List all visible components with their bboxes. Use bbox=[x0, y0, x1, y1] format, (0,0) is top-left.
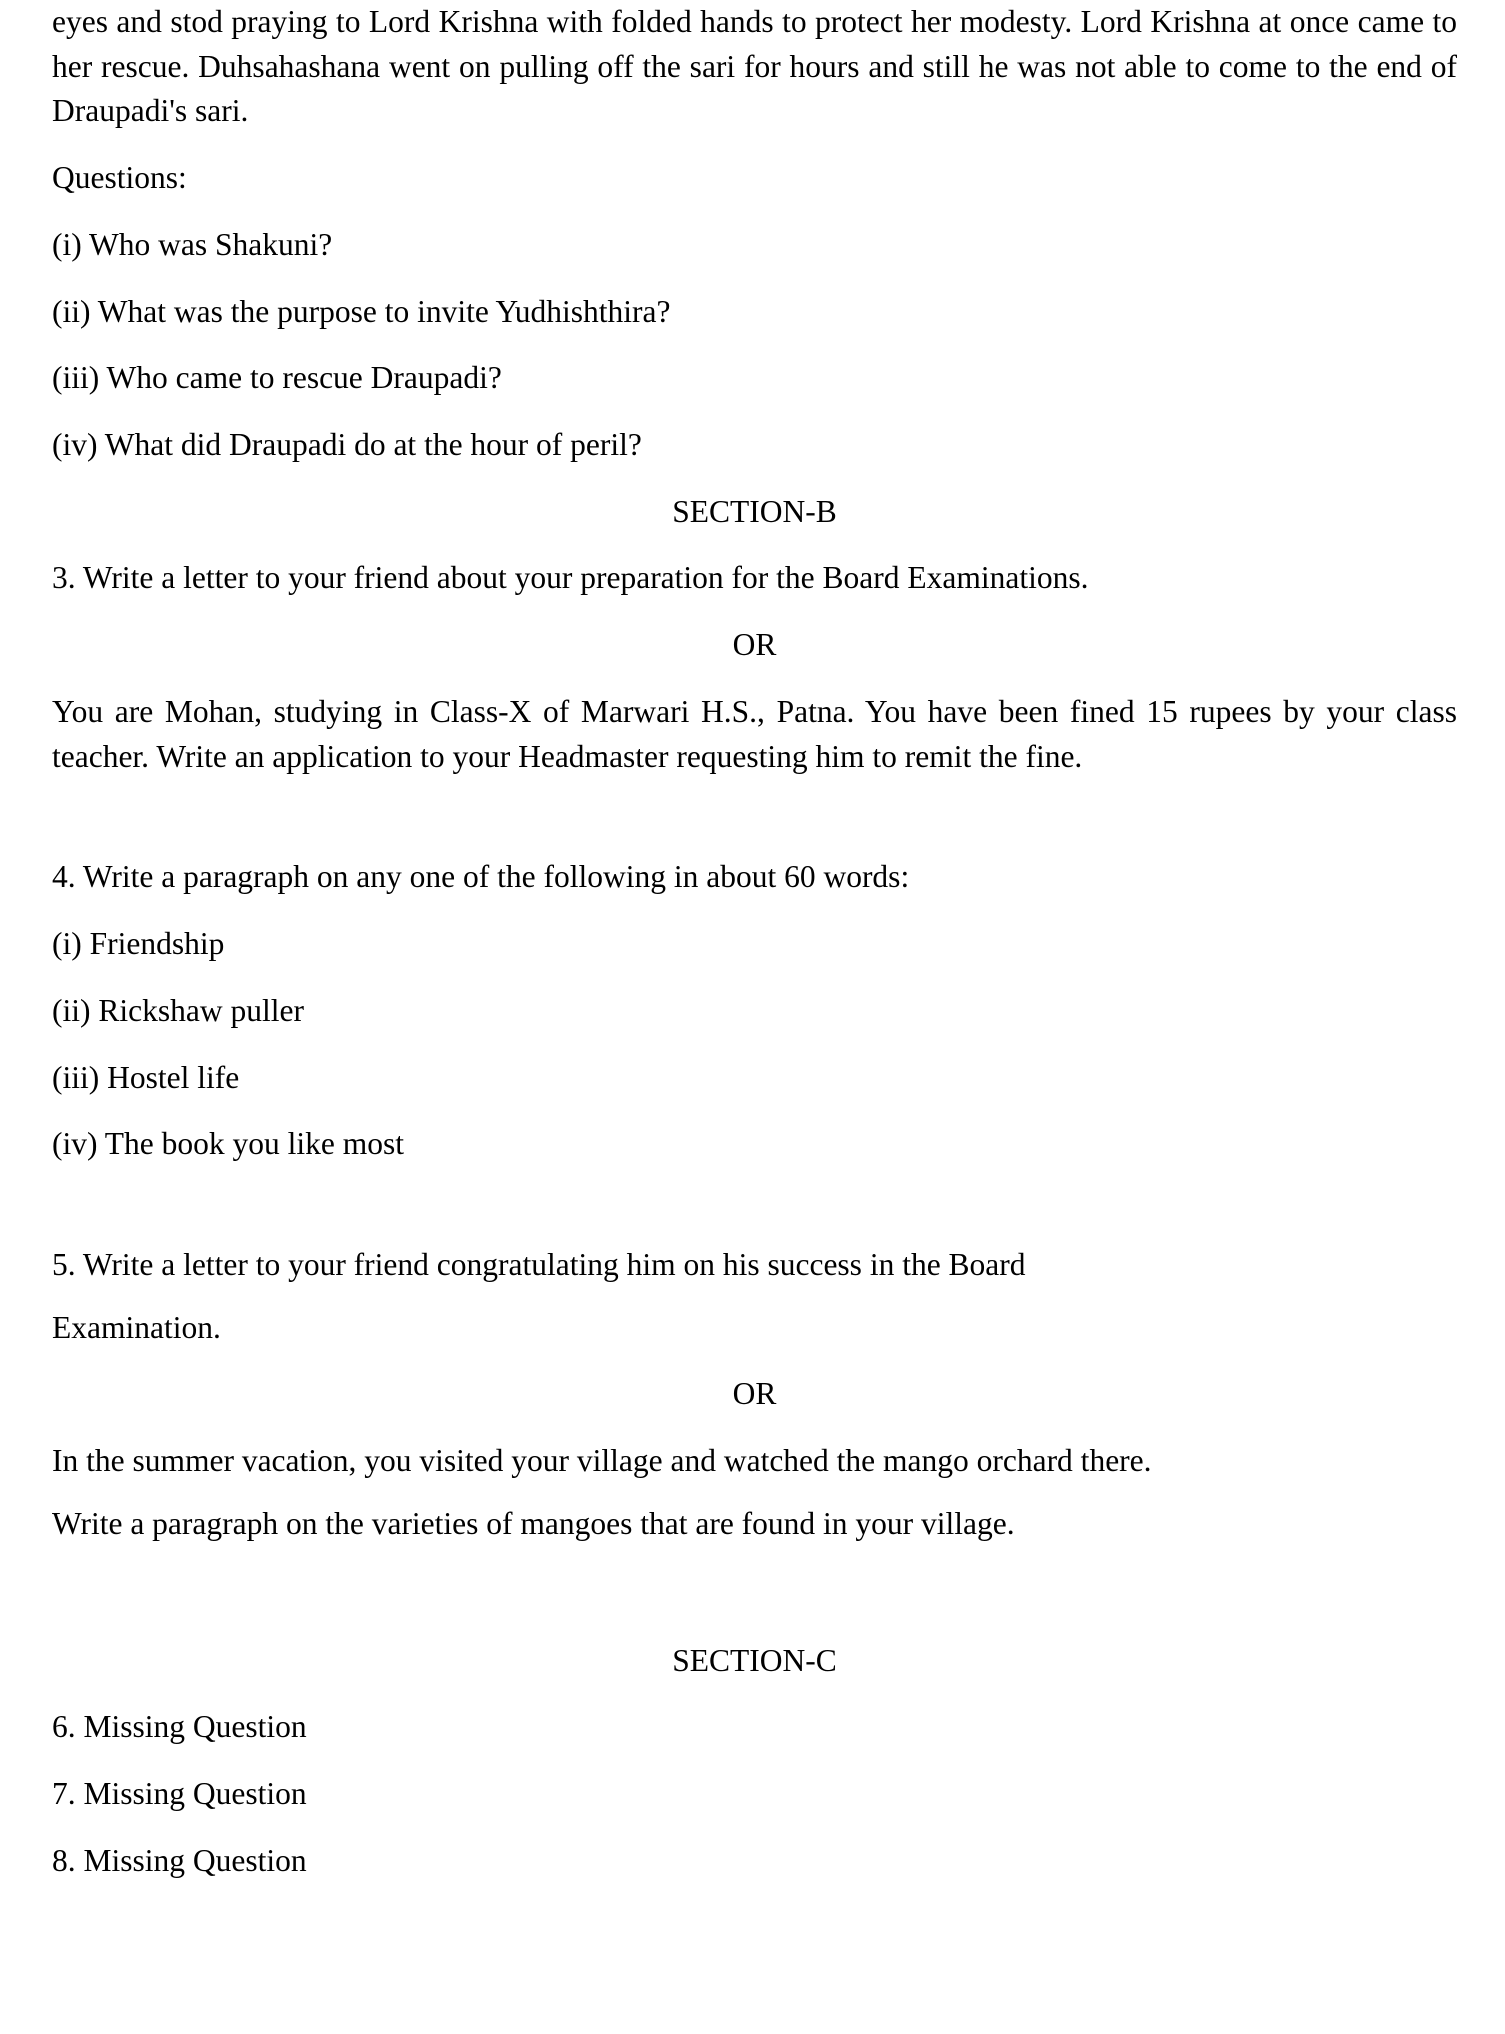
section-c-heading: SECTION-C bbox=[672, 1642, 837, 1678]
section-b-heading: SECTION-B bbox=[672, 493, 837, 529]
comprehension-question-4: (iv) What did Draupadi do at the hour of peril? bbox=[52, 427, 642, 463]
question-3: 3. Write a letter to your friend about your preparation for the Board Examinations. bbox=[52, 560, 1089, 596]
spacer-after-q4 bbox=[52, 1189, 1457, 1243]
question-4: 4. Write a paragraph on any one of the following in about 60 words: bbox=[52, 859, 910, 895]
question-5-line-1: 5. Write a letter to your friend congratulating him on his success in the Board bbox=[52, 1246, 1026, 1282]
question-4-option-1: (i) Friendship bbox=[52, 926, 225, 962]
questions-heading: Questions: bbox=[52, 160, 187, 196]
spacer-after-q3 bbox=[52, 801, 1457, 855]
comprehension-question-2: (ii) What was the purpose to invite Yudhishthira? bbox=[52, 293, 671, 329]
question-4-option-2: (ii) Rickshaw puller bbox=[52, 992, 304, 1028]
comprehension-question-1: (i) Who was Shakuni? bbox=[52, 226, 333, 262]
comprehension-question-3: (iii) Who came to rescue Draupadi? bbox=[52, 360, 502, 396]
or-separator-2: OR bbox=[732, 1376, 777, 1412]
section-c-item-8: 8. Missing Question bbox=[52, 1842, 307, 1878]
question-4-option-4: (iv) The book you like most bbox=[52, 1126, 405, 1162]
question-4-option-3: (iii) Hostel life bbox=[52, 1059, 240, 1095]
question-3-alternative: You are Mohan, studying in Class-X of Marwari H.S., Patna. You have been fined 15 rupees by your class teacher. Write an application to your Headmaster requesting him to remit the fine. bbox=[52, 693, 1457, 774]
spacer-before-section-c bbox=[52, 1569, 1457, 1639]
or-separator-1: OR bbox=[732, 627, 777, 663]
question-5-alternative-line-2: Write a paragraph on the varieties of mangoes that are found in your village. bbox=[52, 1505, 1015, 1541]
section-c-item-6: 6. Missing Question bbox=[52, 1709, 307, 1745]
section-c-item-7: 7. Missing Question bbox=[52, 1775, 307, 1811]
question-5-alternative-line-1: In the summer vacation, you visited your village and watched the mango orchard there. bbox=[52, 1443, 1152, 1479]
question-5-line-2: Examination. bbox=[52, 1309, 221, 1345]
opening-paragraph: eyes and stod praying to Lord Krishna with folded hands to protect her modesty. Lord Krishna at once came to her rescue. Duhsahashana went on pulling off the sari for hours and still he was not able to come to the end of Draupadi's sari. bbox=[52, 4, 1457, 129]
